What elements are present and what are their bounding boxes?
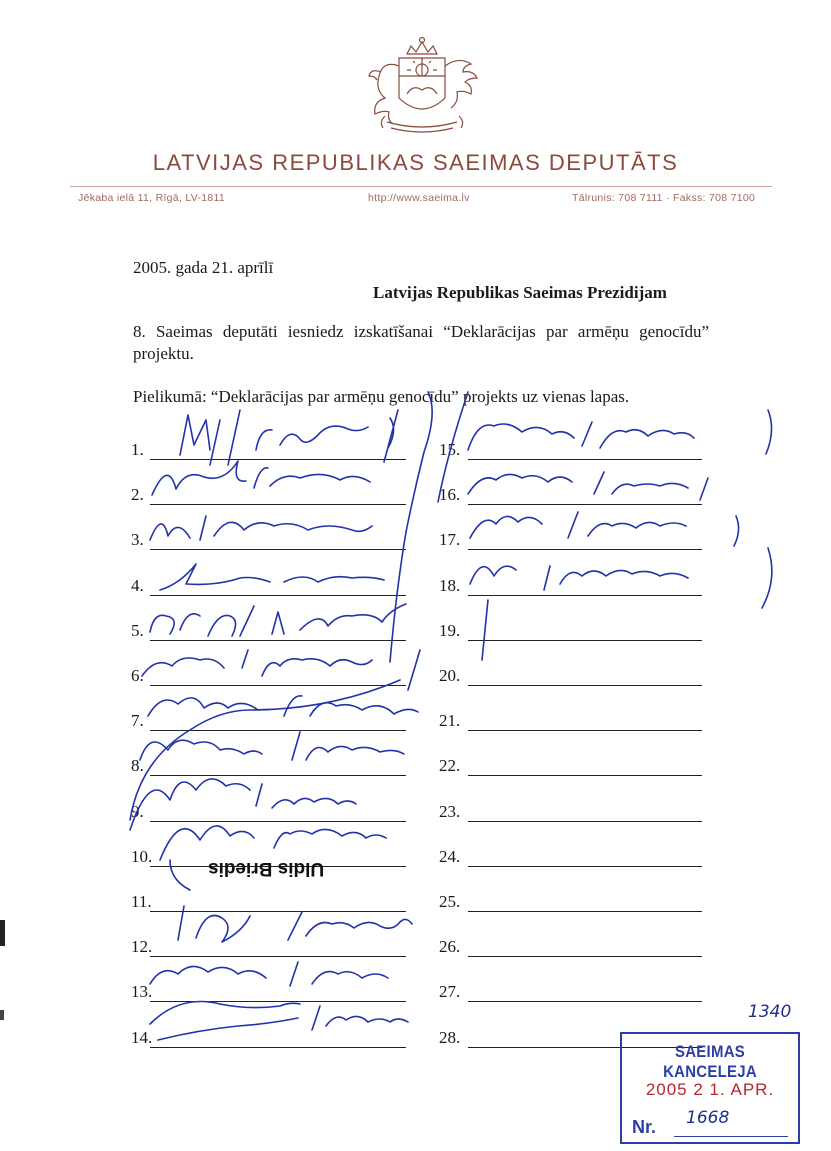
signature-number: 8. [131, 756, 144, 776]
signature-number: 17. [439, 530, 461, 550]
signature-row [439, 485, 702, 509]
signature-row [439, 530, 702, 554]
signature-row [439, 982, 702, 1006]
signature-number: 12. [131, 937, 153, 957]
signature-number: 4. [131, 575, 144, 595]
signature-line [468, 459, 702, 460]
document-addressee: Latvijas Republikas Saeimas Prezidijam [373, 283, 667, 302]
signature-line [150, 459, 406, 460]
signature-row [439, 621, 702, 645]
signature-row [131, 576, 406, 600]
signature-line [150, 911, 406, 912]
signature-number: 23. [439, 801, 461, 821]
signature-number: 22. [439, 756, 461, 776]
signature-row [131, 485, 406, 509]
signature-number: 21. [439, 711, 461, 731]
signature-number: 16. [439, 485, 461, 505]
document-body: 8. Saeimas deputāti iesniedz izskatīšanai “Deklarācijas par armēņu genocīdu” projektu. [133, 322, 709, 363]
stamp-number-line [674, 1136, 788, 1137]
signature-row [439, 847, 702, 871]
signature-row [131, 666, 406, 690]
signature-row [131, 530, 406, 554]
signature-number: 3. [131, 530, 144, 550]
signature-line [150, 640, 406, 641]
signature-number: 19. [439, 620, 461, 640]
signature-row [439, 440, 702, 464]
signature-row [439, 711, 702, 735]
signature-row [439, 576, 702, 600]
signature-number: 27. [439, 982, 461, 1002]
coat-of-arms-icon [355, 36, 489, 136]
header-divider [70, 186, 772, 187]
signature-line [150, 730, 406, 731]
signature-number: 25. [439, 892, 461, 911]
signature-line [150, 1001, 406, 1002]
signature-line [150, 549, 406, 550]
signature-line [468, 685, 702, 686]
stamp-date: 2005 2 1. APR. [645, 1080, 775, 1099]
signature-line [150, 775, 406, 776]
signature-number: 18. [439, 575, 461, 595]
signature-line [468, 504, 702, 505]
document-date: 2005. gada 21. aprīlī [133, 258, 274, 277]
signature-number: 11. [131, 892, 152, 911]
signature-line [468, 640, 702, 641]
signature-number: 20. [439, 666, 461, 685]
stamp-number: 1668 [686, 1108, 730, 1128]
signature-row [131, 711, 406, 735]
signature-line [150, 595, 406, 596]
scan-artifact [0, 1010, 4, 1020]
signature-row [131, 756, 406, 780]
signature-line [468, 1001, 702, 1002]
registration-mark: 1340 [748, 1002, 792, 1022]
signature-line [468, 821, 702, 822]
signature-number: 7. [131, 711, 144, 731]
signature-row [131, 621, 406, 645]
signature-line [150, 685, 406, 686]
signature-row [131, 1028, 406, 1052]
letterhead-website: http://www.saeima.lv [368, 192, 470, 204]
signature-line [468, 549, 702, 550]
signature-row [439, 666, 702, 690]
signature-row [131, 802, 406, 826]
signature-line [468, 595, 702, 596]
signature-row [439, 802, 702, 826]
signature-number: 14. [131, 1027, 153, 1047]
signature-row [439, 892, 702, 916]
stamp-number-label: Nr. [632, 1117, 657, 1137]
letterhead-phone-fax: Tālrunis: 708 7111 · Fakss: 708 7100 [572, 192, 756, 204]
signature-row [439, 756, 702, 780]
signature-line [468, 866, 702, 867]
signature-number: 28. [439, 1027, 461, 1047]
signature-number: 2. [131, 485, 144, 505]
signature-line [150, 504, 406, 505]
signature-line [468, 775, 702, 776]
signature-number: 26. [439, 937, 461, 957]
signature-line [150, 821, 406, 822]
document-attachment: Pielikumā: “Deklarācijas par armēņu genocīdu” projekts uz vienas lapas. [133, 387, 630, 406]
signature-number: 10. [131, 846, 153, 866]
letterhead-address: Jēkaba ielā 11, Rīgā, LV-1811 [78, 192, 226, 204]
signature-line [468, 956, 702, 957]
signature-number: 24. [439, 846, 461, 866]
signature-line [150, 956, 406, 957]
signature-row [131, 937, 406, 961]
signature-number: 6. [131, 666, 144, 685]
signature-number: 9. [131, 801, 144, 821]
signature-number: 13. [131, 982, 153, 1002]
signature-row [439, 937, 702, 961]
signature-line [468, 730, 702, 731]
signature-line [150, 1047, 406, 1048]
signature-number: 5. [131, 620, 144, 640]
scan-artifact [0, 920, 5, 946]
signature-number: 1. [131, 440, 144, 459]
signature-row [131, 440, 406, 464]
stamp-office: SAEIMAS KANCELEJA [663, 1042, 757, 1081]
signature-row [131, 982, 406, 1006]
registry-stamp [620, 1032, 800, 1144]
signature-row [131, 892, 406, 916]
signature-line [468, 911, 702, 912]
letterhead-title: LATVIJAS REPUBLIKAS SAEIMAS DEPUTĀTS [152, 150, 679, 175]
signature-seal: Uldis Briedis [208, 858, 325, 879]
signature-number: 15. [439, 440, 461, 459]
